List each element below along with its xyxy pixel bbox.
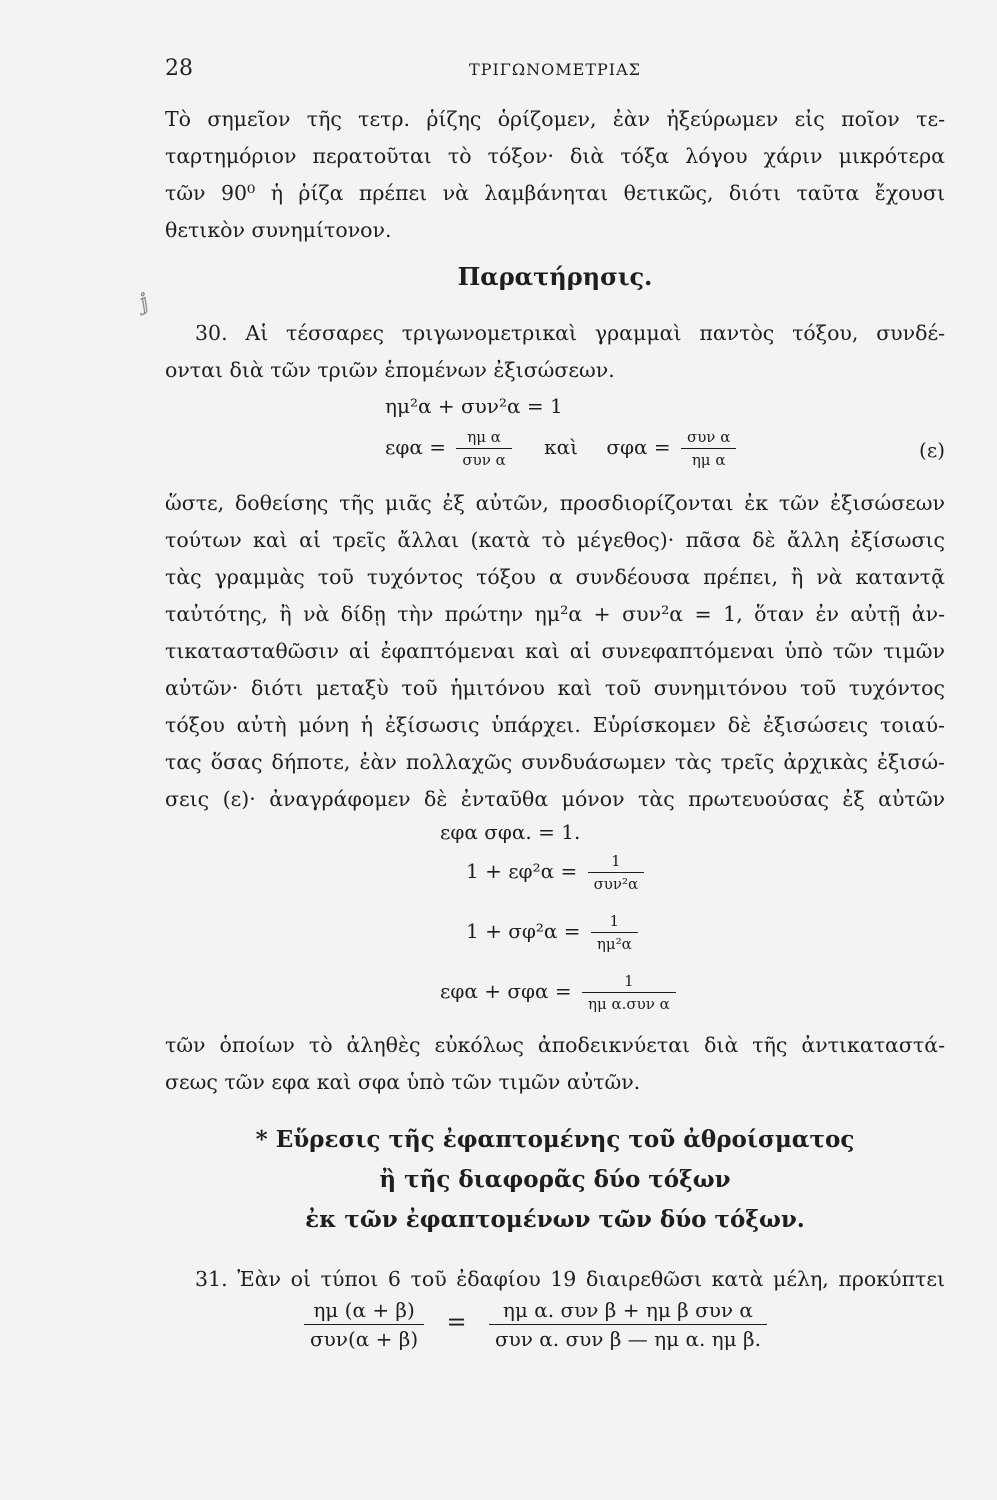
fraction-numerator: 1 (591, 912, 638, 933)
pencil-mark: ⅉ (135, 289, 153, 316)
remark-heading: Παρατήρησις. (457, 262, 653, 291)
equation-csc (466, 912, 642, 953)
section31-heading-line-1: * Εὕρεσις τῆς ἐφαπτομένης τοῦ ἀθροίσματος (255, 1126, 855, 1153)
fraction-numerator: συν α (681, 428, 736, 449)
intro-line-1: Τὸ σημεῖον τῆς τετρ. ῥίζης ὁρίζομεν, ἐὰν ἠξεύρωμεν εἰς ποῖον τε- (165, 107, 945, 131)
equation-product: εφα σφα. = 1. (440, 820, 581, 844)
eq4-lhs: 1 + εφ²α = (466, 859, 578, 883)
fraction-rhs (489, 1298, 767, 1351)
section31-line: 31. Ἐὰν οἱ τύποι 6 τοῦ ἐδαφίου 19 διαιρεθῶσι κατὰ μέλη, προκύπτει (195, 1267, 945, 1291)
equation-pythagorean: ημ²α + συν²α = 1 (385, 394, 563, 418)
running-head: ΤΡΙΓΩΝΟΜΕΤΡΙΑΣ (469, 60, 641, 79)
fraction-tan (456, 428, 511, 469)
body-line-9: σεις (ε)· ἀναγράφομεν δὲ ἐνταῦθα μόνον τὰς πρωτευούσας ἐξ αὐτῶν (165, 787, 945, 811)
fraction-denominator: ημ α (691, 451, 726, 469)
fraction-lhs (304, 1298, 424, 1351)
fraction-denominator: συν α. συν β — ημ α. ημ β. (494, 1327, 761, 1351)
equals-sign: = (446, 1308, 467, 1336)
fraction-denominator: ημ α.συν α (587, 995, 670, 1013)
equation-tan-cot (385, 428, 945, 469)
fraction-csc (591, 912, 638, 953)
eq2-lhs: εφα = (385, 435, 446, 459)
intro-line-2: ταρτημόριον περατοῦται τὸ τόξον· διὰ τόξα λόγου χάριν μικρότερα (165, 144, 945, 168)
after-line-2: σεως τῶν εφα καὶ σφα ὑπὸ τῶν τιμῶν αὐτῶν. (165, 1070, 641, 1094)
fraction-cot (681, 428, 736, 469)
section31-heading-line-3: ἐκ τῶν ἐφαπτομένων τῶν δύο τόξων. (305, 1206, 805, 1233)
fraction-sum (582, 972, 676, 1013)
body-line-6: αὐτῶν· διότι μεταξὺ τοῦ ἡμιτόνου καὶ τοῦ συνημιτόνου τοῦ τυχόντος (165, 676, 945, 700)
body-line-7: τόξου αὐτὴ μόνη ἡ ἐξίσωσις ὑπάρχει. Εὑρίσκομεν δὲ ἐξισώσεις τοιαύ- (165, 713, 945, 737)
equation-label: (ε) (919, 438, 945, 462)
fraction-numerator: 1 (588, 852, 645, 873)
after-line-1: τῶν ὁποίων τὸ ἀληθὲς εὐκόλως ἀποδεικνύεται διὰ τῆς ἀντικαταστά- (165, 1033, 945, 1057)
fraction-numerator: 1 (582, 972, 676, 993)
intro-line-4: θετικὸν συνημίτονον. (165, 218, 392, 242)
section31-heading-line-2: ἢ τῆς διαφορᾶς δύο τόξων (379, 1166, 731, 1193)
body-line-3: τὰς γραμμὰς τοῦ τυχόντος τόξου α συνδέουσα πρέπει, ἢ νὰ καταντᾷ (165, 565, 945, 589)
fraction-denominator: συν²α (593, 875, 639, 893)
equation-tan-sum (300, 1298, 771, 1351)
equation-sum (440, 972, 680, 1013)
page-number: 28 (165, 56, 193, 81)
body-line-4: ταὐτότης, ἢ νὰ δίδῃ τὴν πρώτην ημ²α + συν²α = 1, ὅταν ἐν αὐτῇ ἀν- (165, 602, 945, 626)
body-line-8: τας ὅσας δήποτε, ἐὰν πολλαχῶς συνδυάσωμεν τὰς τρεῖς ἀρχικὰς ἐξισώ- (165, 750, 945, 774)
eq5-lhs: 1 + σφ²α = (466, 919, 581, 943)
fraction-denominator: συν(α + β) (310, 1327, 419, 1351)
body-line-1: ὥστε, δοθείσης τῆς μιᾶς ἐξ αὐτῶν, προσδιορίζονται ἐκ τῶν ἐξισώσεων (165, 491, 945, 515)
equation-sec (466, 852, 648, 893)
fraction-numerator: ημ α. συν β + ημ β συν α (489, 1298, 767, 1325)
section30-line-2: ονται διὰ τῶν τριῶν ἑπομένων ἐξισώσεων. (165, 358, 615, 382)
fraction-denominator: ημ²α (596, 935, 632, 953)
body-line-5: τικατασταθῶσιν αἱ ἐφαπτόμεναι καὶ αἱ συνεφαπτόμεναι ὑπὸ τῶν τιμῶν (165, 639, 945, 663)
section30-line-1: 30. Αἱ τέσσαρες τριγωνομετρικαὶ γραμμαὶ παντὸς τόξου, συνδέ- (195, 321, 945, 345)
fraction-numerator: ημ (α + β) (304, 1298, 424, 1325)
eq2-and: καὶ (544, 435, 578, 459)
eq6-lhs: εφα + σφα = (440, 979, 572, 1003)
eq2-lhs2: σφα = (606, 435, 671, 459)
fraction-denominator: συν α (462, 451, 506, 469)
fraction-numerator: ημ α (456, 428, 511, 449)
page-header (165, 56, 945, 86)
intro-line-3: τῶν 90⁰ ἡ ῥίζα πρέπει νὰ λαμβάνηται θετικῶς, διότι ταῦτα ἔχουσι (165, 181, 945, 205)
body-line-2: τούτων καὶ αἱ τρεῖς ἄλλαι (κατὰ τὸ μέγεθος)· πᾶσα δὲ ἄλλη ἐξίσωσις (165, 528, 945, 552)
fraction-sec (588, 852, 645, 893)
